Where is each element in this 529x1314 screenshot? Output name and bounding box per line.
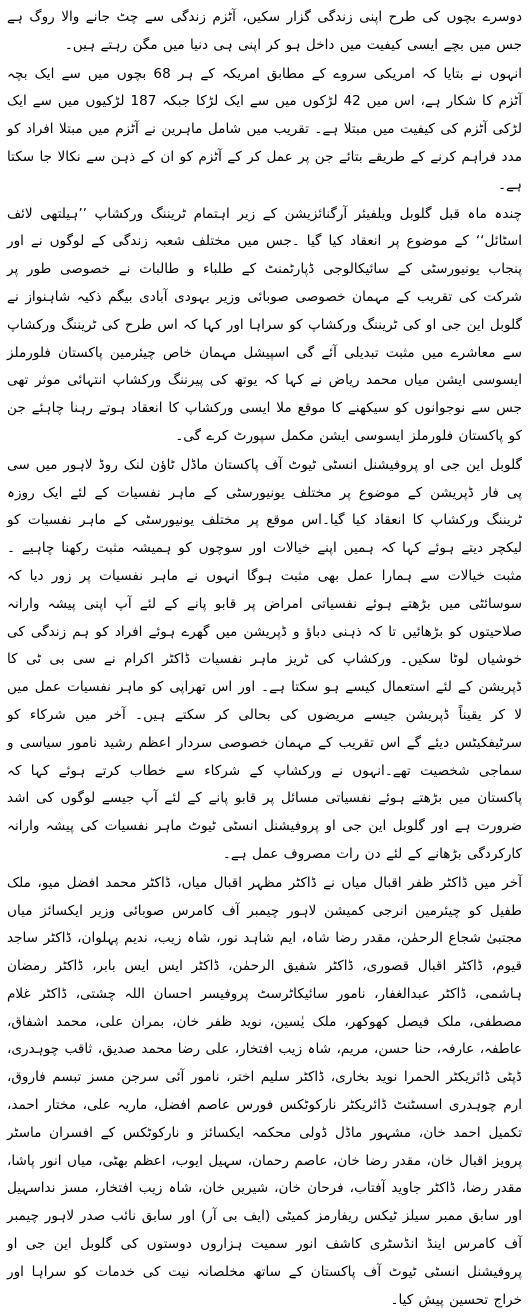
paragraph-4: گلوبل این جی او پروفیشنل انسٹی ٹیوٹ آف پاکستان ماڈل ٹاؤن لنک روڈ لاہور میں سی پی فار ڈپریشن کے موضوع پر مختلف یونیورسٹی کے ماہر نفسیات کے لئے ایک روزہ ٹریننگ ورکشاپ کا انعقاد کیا گیا۔اس موقع پر مختلف یونیورسٹی کے ماہر نفسیات کو لیکچر دیتے ہوئے کہا کہ ہمیں اپنے خیالات اور سوچوں کو ہمیشہ مثبت رکھنا چاہیے ۔مثبت خیالات سے ہمارا عمل بھی مثبت ہوگا انہوں نے ماہر نفسیات پر زور دیا کہ سوسائٹی میں بڑھتے ہوئے نفسیاتی امراض پر قابو پانے کے لئے آپ اپنی پیشہ وارانہ صلاحیتوں کو بڑھائیں تا کہ ذہنی دباؤ و ڈپریشن میں گھرے ہوئے افراد کو ہم زندگی کی خوشیاں لوٹا سکیں۔ ورکشاپ کی ٹریز ماہر نفسیات ڈاکٹر اکرام نے سی بی ٹی کا ڈپریشن کے لئے استعمال کیسے ہو سکتا ہے۔ اور اس تھراپی کو ماہر نفسیات عمل میں لا کر یقیناً ڈپریشن جیسے مریضوں کی بحالی کر سکتے ہیں۔ آخر میں شرکاء کو سرٹیفکیٹس دیئے گے اس تقریب کے مہمان خصوصی سردار اعظم رشید نامور سیاسی و سماجی شخصیت تھے۔انہوں نے ورکشاپ کے شرکاء سے خطاب کرتے ہوئے کہا کہ پاکستان میں بڑھتے ہوئے نفسیاتی مسائل پر قابو پانے کے لئے آپ جیسے لوگوں کی اشد ضرورت ہے اور گلوبل این جی او پروفیشنل انسٹی ٹیوٹ ماہر نفسیات کی پیشہ وارانہ کارکردگی بڑھانے کے لئے دن رات مصروف عمل ہے۔ [7, 456, 522, 862]
article-body [7, 0, 522, 1314]
paragraph-5: آخر میں ڈاکٹر ظفر اقبال میاں نے ڈاکٹر مظہر اقبال میاں، ڈاکٹر محمد افضل میو، ملک طفیل کو چیئرمین انرجی کمیشن لاہور چیمبر آف کامرس صوبائی وزیر ایکسائز میاں مجتبیٰ شجاع الرحمٰن، مقدر رضا شاہ، ایم شاہد نور، شاہ زیب، ندیم پہلوان، ڈاکٹر ساجد قیوم، ڈاکٹر اقبال قصوری، ڈاکٹر شفیق الرحمٰن، ڈاکٹر ایس ایس بابر، ڈاکٹر رمضان ہاشمی، ڈاکٹر عبدالغفار، نامور سائیکاٹرسٹ پروفیسر احسان اللہ چشتی، ڈاکٹر غلام مصطفی، ملک فیصل کھوکھر، ملک یٰسین، نوید ظفر خان، بمران علی، محمد اشفاق، عاطفہ، عارفہ، حنا حسن، مریم، شاہ زیب افتخار، علی رضا محمد صدیق، ثاقب چوہدری، ڈپٹی ڈائریکٹر الحمرا نوید بخاری، ڈاکٹر سلیم اختر، نامور آئی سرجن مسز تبسم فاروق، ارم چوہدری اسسٹنٹ ڈائریکٹر نارکوٹکس فورس عاصم افضل، ماریہ علی، مختار احمد، تکمیل احمد خان، مشہور ماڈل ڈولی محکمہ ایکسائز و نارکوٹکس کے افسران ماسٹر پرویز اقبال خان، مقدر رضا خان، عاصم رحمان، سہیل ایوب، اعظم بھٹی، میاں انور پاشا، مقدر رضا، ڈاکٹر جاوید آفتاب، فرحان خان، شیریں خان، شاہ زیب افتخار، مسز نداسہیل اور سابق ممبر سیلز ٹیکس ریفارمز کمیٹی (ایف بی آر) اور سابق نائب صدر لاہور چیمبر آف کامرس اینڈ انڈسٹری کاشف انور سمیت ہزاروں دوستوں کی گلوبل این جی او پروفیشنل انسٹی ٹیوٹ آف پاکستان کے ساتھ مخلصانہ نیت کی خدمات کو سراہا اور خراج تحسین پیش کیا۔ [7, 874, 522, 1308]
paragraph-3: چندہ ماہ قبل گلوبل ویلفیئر آرگنائزیشن کے زیر اہتمام ٹریننگ ورکشاپ ’’ہیلتھی لائف اسٹائل‘‘ کے موضوع پر انعقاد کیا گیا ۔جس میں مختلف شعبہ زندگی کے لوگوں نے اور پنجاب یونیورسٹی کے سائیکالوجی ڈپارٹمنٹ کے طلباء و طالبات نے خصوصی طور پر شرکت کی تقریب کے مہمان خصوصی صوبائی وزیر بہودی آبادی بیگم ذکیہ شاہنواز نے گلوبل این جی او کی ٹریننگ ورکشاپ کو سراہا اور کہا کہ اس طرح کی ٹریننگ ورکشاپ سے معاشرے میں مثبت تبدیلی آئے گی اسپیشل مہمان خاص چیئرمین پاکستان فلورملز ایسوسی ایشن میاں محمد ریاض نے کہا کہ یوتھ کی پیرننگ ورکشاپ انتہائی موثر تھی جس سے نوجوانوں کو سیکھنے کا موقع ملا ایسی ورکشاپ کا انعقاد ہوتے رہنا چاہئے جن کو پاکستان فلورملز ایسوسی ایشن مکمل سپورٹ کرے گی۔ [7, 205, 522, 444]
paragraph-1: دوسرے بچوں کی طرح اپنی زندگی گزار سکیں، آٹزم زندگی سے چٹ جانے والا روگ ہے جس میں بچے ایسی کیفیت میں داخل ہو کر اپنی ہی دنیا میں مگن رہتے ہیں۔ [7, 9, 522, 53]
paragraph-2: انہوں نے بتایا کہ امریکی سروے کے مطابق امریکہ کے ہر 68 بچوں میں سے ایک بچہ آٹزم کا شکار ہے، اس میں 42 لڑکوں میں سے ایک لڑکا جبکہ 187 لڑکیوں میں سے ایک لڑکی آٹزم کی کیفیت میں مبتلا ہے۔ تقریب میں شامل ماہرین نے آٹزم میں مبتلا افراد کو مدد فراہم کرنے کے طریقے بتائے جن پر عمل کر کے آٹزم کو ان کے ذہن سے نکالا جا سکتا ہے۔ [7, 65, 522, 193]
